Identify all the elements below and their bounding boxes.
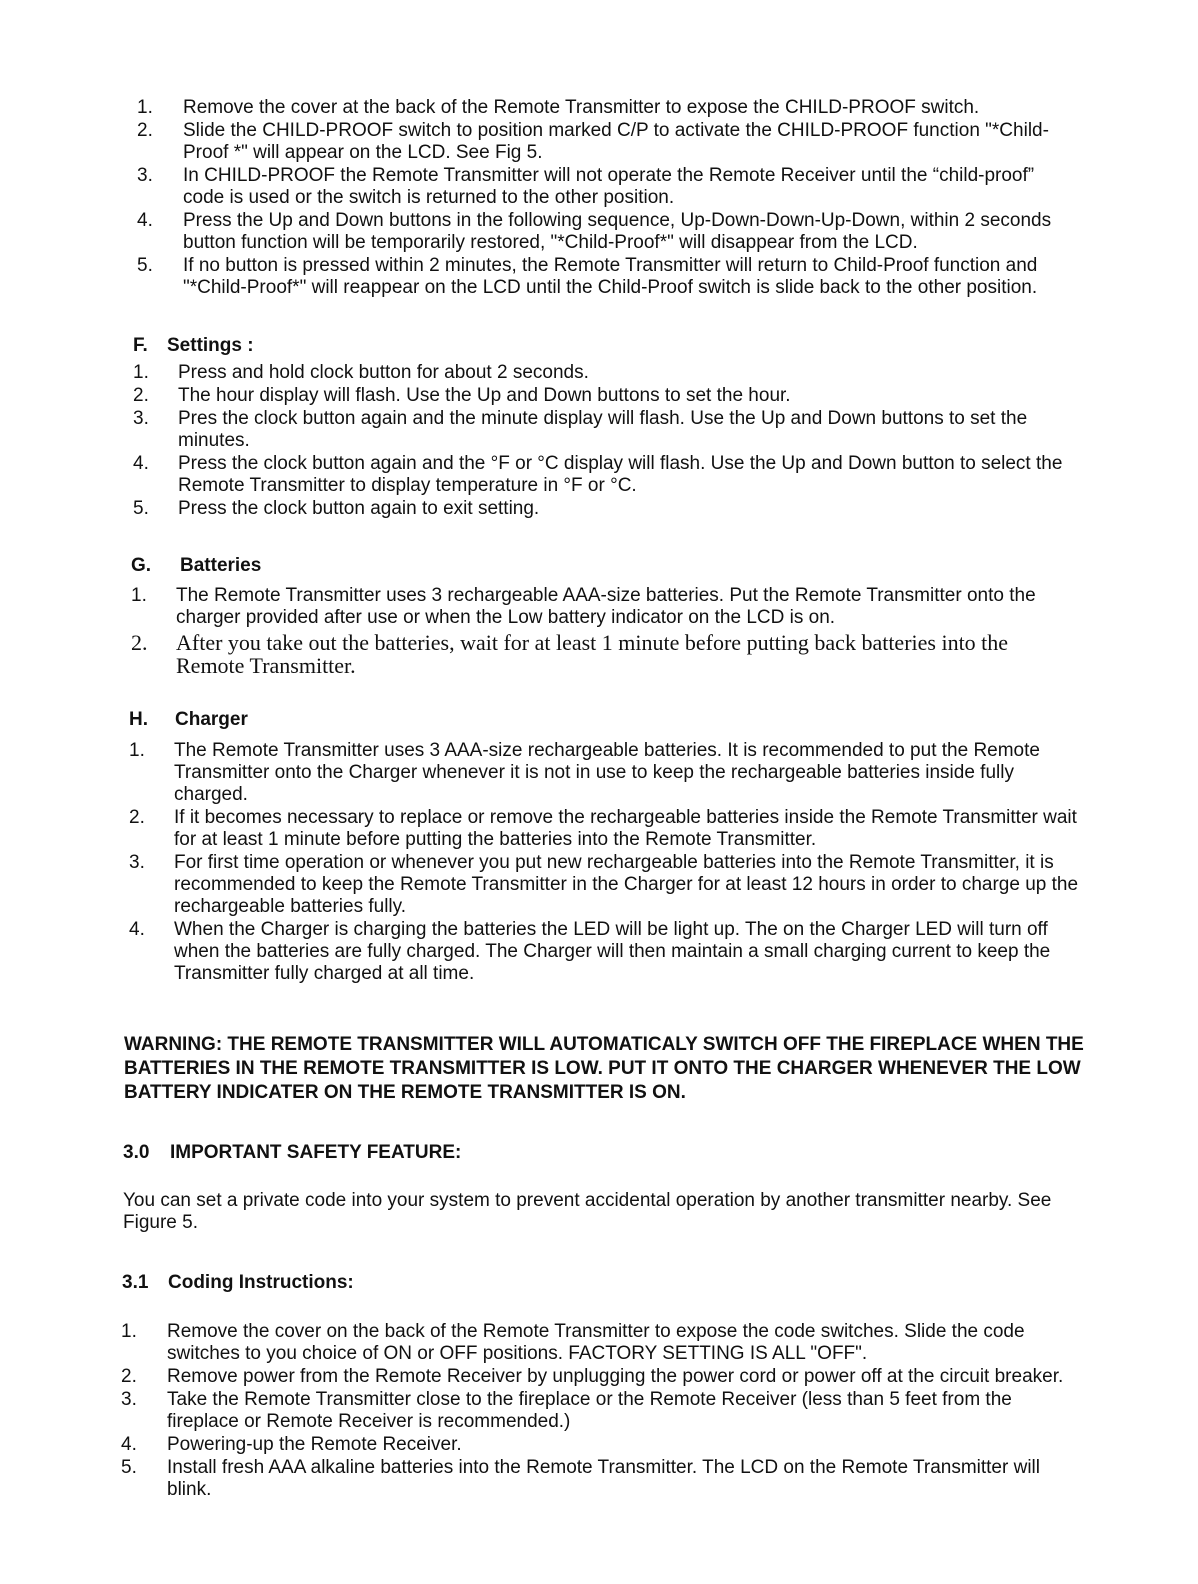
item-number: 3. [121,1389,137,1410]
item-number: 3. [137,165,153,186]
safety-heading [123,1142,461,1164]
item-number: 2. [133,385,149,406]
item-number: 5. [137,255,153,276]
item-number: 4. [121,1434,137,1455]
section-title: Settings : [167,335,254,356]
list-item [121,1366,1076,1388]
item-text: The Remote Transmitter uses 3 rechargeable AAA-size batteries. Put the Remote Transmitter onto the charger provided after use or when the Low battery indicator on the LCD is on. [176,585,1036,628]
item-number: 2. [137,120,153,141]
settings-heading [133,335,254,357]
item-text: Take the Remote Transmitter close to the fireplace or the Remote Receiver (less than 5 feet from the fireplace or Remote Receiver is recommended.) [167,1389,1012,1432]
list-item [121,1434,1076,1456]
item-number: 1. [121,1321,137,1342]
item-text: Powering-up the Remote Receiver. [167,1434,462,1455]
section-number: 3.0 [123,1142,150,1163]
list-item [121,1389,1076,1433]
item-text: For first time operation or whenever you put new rechargeable batteries into the Remote Transmitter, it is recommended to keep the Remote Transmitter in the Charger for at least 12 hours in order to charge up the rechargeable batteries fully. [174,852,1079,917]
item-text: Pres the clock button again and the minute display will flash. Use the Up and Down buttons to set the minutes. [178,408,1028,451]
list-item [137,165,1077,209]
list-item [133,362,1073,384]
item-text: Install fresh AAA alkaline batteries into the Remote Transmitter. The LCD on the Remote Transmitter will blink. [167,1457,1040,1500]
item-text: Press the clock button again and the °F or °C display will flash. Use the Up and Down button to select the Remote Transmitter to display temperature in °F or °C. [178,453,1063,496]
list-item [131,631,1076,677]
item-text: Remove the cover at the back of the Remote Transmitter to expose the CHILD-PROOF switch. [183,97,980,118]
section-letter: H. [129,709,148,730]
coding-heading [122,1272,354,1294]
item-text: Remove the cover on the back of the Remote Transmitter to expose the code switches. Slide the code switches to you choice of ON or OFF positions. FACTORY SETTING IS ALL "OFF". [167,1321,1025,1364]
item-number: 2. [129,807,145,828]
item-text: Press the clock button again to exit setting. [178,498,540,519]
batteries-heading [131,555,261,577]
item-text: After you take out the batteries, wait for at least 1 minute before putting back batteries into the Remote Transmitter. [176,630,1009,678]
list-item [137,210,1077,254]
list-item [133,408,1073,452]
list-item [133,385,1073,407]
item-number: 1. [131,585,147,606]
section-title: Coding Instructions: [168,1272,354,1293]
section-number: 3.1 [122,1272,149,1293]
warning-text: WARNING: THE REMOTE TRANSMITTER WILL AUTOMATICALY SWITCH OFF THE FIREPLACE WHEN THE BATTERIES IN THE REMOTE TRANSMITTER IS LOW. PUT IT ONTO THE CHARGER WHENEVER THE LOW BATTERY INDICATER ON THE REMOTE TRANSMITTER IS ON. [124,1034,1084,1103]
item-number: 4. [137,210,153,231]
item-number: 5. [121,1457,137,1478]
list-item [137,255,1077,299]
item-text: Remove power from the Remote Receiver by unplugging the power cord or power off at the circuit breaker. [167,1366,1064,1387]
charger-list [129,740,1079,986]
item-number: 5. [133,498,149,519]
list-item [133,453,1073,497]
list-item [121,1321,1076,1365]
charger-heading [129,709,248,731]
section-letter: F. [133,335,148,356]
item-text: Press the Up and Down buttons in the following sequence, Up-Down-Down-Up-Down, within 2 seconds button function will be temporarily restored, "*Child-Proof*" will disappear from the LCD. [183,210,1052,253]
item-number: 4. [129,919,145,940]
section-title: Batteries [180,555,262,576]
item-number: 1. [137,97,153,118]
item-text: The hour display will flash. Use the Up and Down buttons to set the hour. [178,385,791,406]
item-text: The Remote Transmitter uses 3 AAA-size rechargeable batteries. It is recommended to put the Remote Transmitter onto the Charger whenever it is not in use to keep the rechargeable batteries inside fully charged. [174,740,1040,805]
safety-paragraph: You can set a private code into your system to prevent accidental operation by another transmitter nearby. See Figure 5. [123,1190,1052,1233]
coding-list [121,1321,1076,1502]
item-text: Press and hold clock button for about 2 seconds. [178,362,589,383]
settings-list [133,362,1073,521]
list-item [129,807,1079,851]
item-number: 2. [121,1366,137,1387]
item-number: 4. [133,453,149,474]
list-item [137,97,1077,119]
list-item [121,1457,1076,1501]
batteries-list [131,585,1076,678]
section-title: Charger [175,709,248,730]
section-letter: G. [131,555,152,576]
list-item [129,919,1079,985]
item-number: 2. [131,630,148,655]
section-title: IMPORTANT SAFETY FEATURE: [170,1142,462,1163]
list-item [131,585,1076,629]
item-text: Slide the CHILD-PROOF switch to position marked C/P to activate the CHILD-PROOF function "*Child-Proof *" will appear on the LCD. See Fig 5. [183,120,1049,163]
childproof-list [137,97,1077,300]
item-number: 1. [129,740,145,761]
item-text: In CHILD-PROOF the Remote Transmitter will not operate the Remote Receiver until the “child-proof” code is used or the switch is returned to the other position. [183,165,1035,208]
list-item [129,740,1079,806]
item-number: 1. [133,362,149,383]
item-number: 3. [129,852,145,873]
list-item [133,498,1073,520]
item-text: If no button is pressed within 2 minutes, the Remote Transmitter will return to Child-Proof function and "*Child-Proof*" will reappear on the LCD until the Child-Proof switch is slide back to the other position. [183,255,1038,298]
item-number: 3. [133,408,149,429]
item-text: If it becomes necessary to replace or remove the rechargeable batteries inside the Remote Transmitter wait for at least 1 minute before putting the batteries into the Remote Transmitter. [174,807,1077,850]
item-text: When the Charger is charging the batteries the LED will be light up. The on the Charger LED will turn off when the batteries are fully charged. The Charger will then maintain a small charging current to keep the Transmitter fully charged at all time. [174,919,1051,984]
list-item [137,120,1077,164]
list-item [129,852,1079,918]
